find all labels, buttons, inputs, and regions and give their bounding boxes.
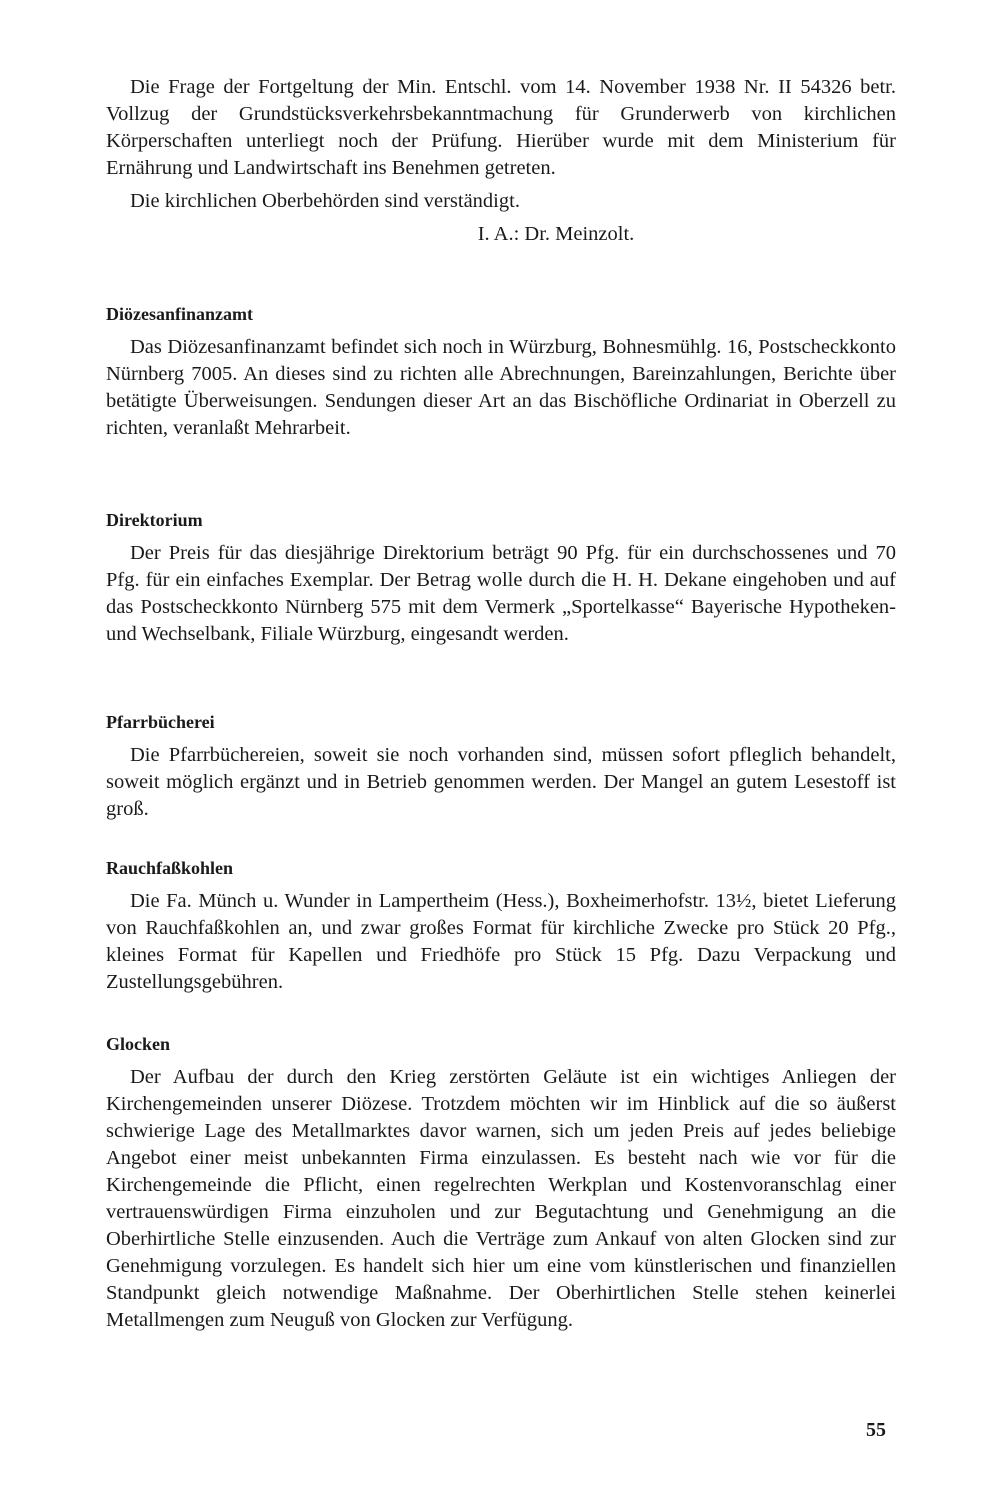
- intro-paragraph: Die kirchlichen Oberbehörden sind verständigt.: [130, 190, 520, 212]
- page-number: 55: [866, 1419, 886, 1441]
- section-heading: Rauchfaßkohlen: [106, 858, 234, 878]
- section-paragraph: Die Fa. Münch u. Wunder in Lampertheim (Hess.), Boxheimerhofstr. 13½, bietet Lieferung von Rauchfaßkohlen an, und zwar großes Format für kirchliche Zwecke pro Stück 20 Pfg., kleines Format für Kapellen und Friedhöfe pro Stück 15 Pfg. Dazu Verpackung und Zustellungsgebühren.: [106, 890, 896, 993]
- section-glocken: [106, 1032, 896, 1334]
- section-paragraph: Das Diözesanfinanzamt befindet sich noch in Würzburg, Bohnesmühlg. 16, Postscheckkonto Nürnberg 7005. An dieses sind zu richten alle Abrechnungen, Bareinzahlungen, Berichte über betätigte Überweisungen. Sendungen dieser Art an das Bischöfliche Ordinariat in Oberzell zu richten, veranlaßt Mehrarbeit.: [106, 336, 896, 439]
- signature: I. A.: Dr. Meinzolt.: [477, 223, 635, 245]
- section-dioezesanfinanzamt: [106, 302, 896, 442]
- section-heading: Direktorium: [106, 510, 203, 530]
- section-paragraph: Die Pfarrbüchereien, soweit sie noch vorhanden sind, müssen sofort pfleglich behandelt, soweit möglich ergänzt und in Betrieb genommen werden. Der Mangel an gutem Lesestoff ist groß.: [106, 744, 896, 820]
- section-direktorium: [106, 508, 896, 648]
- intro-block: [106, 74, 896, 248]
- section-rauchfasskohlen: [106, 856, 896, 996]
- section-pfarrbuecherei: [106, 710, 896, 823]
- section-heading: Pfarrbücherei: [106, 712, 215, 732]
- section-paragraph: Der Preis für das diesjährige Direktorium beträgt 90 Pfg. für ein durchschossenes und 70 Pfg. für ein einfaches Exemplar. Der Betrag wolle durch die H. H. Dekane eingehoben und auf das Postscheckkonto Nürnberg 575 mit dem Vermerk „Sportelkasse“ Bayerische Hypotheken- und Wechselbank, Filiale Würzburg, eingesandt werden.: [106, 542, 896, 645]
- intro-paragraph: Die Frage der Fortgeltung der Min. Entschl. vom 14. November 1938 Nr. II 54326 betr. Vollzug der Grundstücksverkehrsbekanntmachung für Grunderwerb von kirchlichen Körperschaften unterliegt noch der Prüfung. Hierüber wurde mit dem Ministerium für Ernährung und Landwirtschaft ins Benehmen getreten.: [106, 76, 896, 179]
- section-paragraph: Der Aufbau der durch den Krieg zerstörten Geläute ist ein wichtiges Anliegen der Kirchengemeinden unserer Diözese. Trotzdem möchten wir im Hinblick auf die so äußerst schwierige Lage des Metallmarktes davor warnen, sich um jeden Preis auf jedes beliebige Angebot einer meist unbekannten Firma einzulassen. Es besteht nach wie vor für die Kirchengemeinde die Pflicht, einen regelrechten Werkplan und Kostenvoranschlag einer vertrauenswürdigen Firma einzuholen und zur Begutachtung und Genehmigung an die Oberhirtliche Stelle einzusenden. Auch die Verträge zum Ankauf von alten Glocken sind zur Genehmigung vorzulegen. Es handelt sich hier um eine vom künstlerischen und finanziellen Standpunkt gleich notwendige Maßnahme. Der Oberhirtlichen Stelle stehen keinerlei Metallmengen zum Neuguß von Glocken zur Verfügung.: [106, 1066, 896, 1331]
- section-heading: Diözesanfinanzamt: [106, 304, 253, 324]
- section-heading: Glocken: [106, 1034, 171, 1054]
